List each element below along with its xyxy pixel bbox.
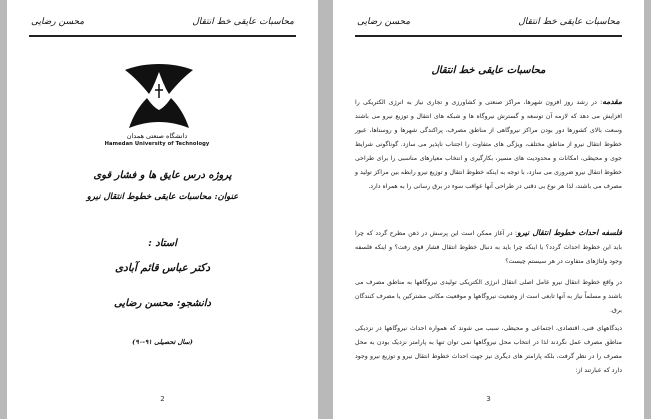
intro-paragraph (355, 95, 622, 194)
professor-name: دکتر عباس قائم آبادی (114, 262, 211, 274)
university-name-en: Hamedan University of Technology (104, 141, 210, 147)
right-page-header (355, 13, 622, 37)
header-course-title: محاسبات عایقی خط انتقال (518, 17, 620, 27)
paragraph-3: دیدگاههای فنی، اقتصادی، اجتماعی و محیطی، سبب می شوند که همواره احداث نیروگاهها در نزدیکی مناطق مصرف عمل نگردند لذا در انتخاب محل نیروگاهها نمی توان تنها به پارامتر نزدیک بودن به محل مصرف را در نظر گرفت، بلکه پارامتر های دیگری نیز جهت احداث خطوط انتقال نیرو و توزیع نیرو وجود دارد که عبارتند از: (355, 325, 622, 374)
section-paragraph (355, 226, 622, 269)
header-author: محسن رضایی (31, 17, 85, 27)
project-topic: عنوان: محاسبات عایقی خطوط انتقال نیرو (86, 192, 239, 202)
university-name-fa: دانشگاه صنعتی همدان (126, 132, 188, 140)
student-name: دانشجو: محسن رضایی (113, 298, 212, 309)
intro-text: : در رشد روز افزون شهرها، مراکز صنعتی و کشاورزی و تجاری نیاز به انرژی الکتریکی را افزایش می دهد که لازمه آن توسعه و گسترش نیروگاه ها و شبکه های انتقال و توزیع نیرو می باشند وسعت بالای کشورها دور بودن مراکز نیروگاهی از مناطق مصرف، پراکندگی شهرها و روستاها، عبور خطوط انتقال نیرو از مناطق مختلف، ویژگی های متفاوت را اجتناب ناپذیر می سازد. گوناگونی شرایط جوی و محیطی، امکانات و محدودیت های مسیر، بکارگیری و انتخاب معیارهای مناسبی را برای طراحی خطوط انتقال نیرو ضروری می سازد، با توجه به اینکه خطوط انتقال و توزیع نیرو رابطه بین مراکز تولید و مصرف می باشند، لذا هر نوع بی دقتی در طراحی آنها عواقب سوء در برق رسانی را به همراه دارد. (355, 99, 622, 190)
left-page-header (29, 13, 296, 37)
page-number: 3 (486, 395, 491, 403)
header-course-title: محاسبات عایقی خط انتقال (192, 17, 294, 27)
left-page (7, 0, 318, 419)
section-text: : در آغاز ممکن است این پرسش در ذهن مطرح گردد که چرا باید این خطوط احداث گردد؟ یا اینکه چرا باید به دنبال خطوط انتقال فشار قوی رفت؟ و اینکه فلسفه وجود ولتاژهای متفاوت در هر سیستم چیست؟ (355, 230, 622, 265)
project-title: پروژه درس عایق ها و فشار قوی (93, 170, 232, 181)
professor-label: استاد : (148, 238, 177, 249)
header-author: محسن رضایی (357, 17, 411, 27)
document-title: محاسبات عایقی خط انتقال (431, 65, 546, 76)
right-page (333, 0, 644, 419)
university-logo-icon (119, 60, 199, 134)
intro-label: مقدمه (602, 97, 622, 106)
paragraph-2: در واقع خطوط انتقال نیرو عامل اصلی انتقال انرژی الکتریکی تولیدی نیروگاهها به مناطق مصرف می باشند و مسلماً نیاز به آنها تابعی است از وضعیت نیروگاهها و موقعیت مکانی مشترکین یا مصرف کنندگان برق. (355, 279, 622, 314)
section-label: فلسفه احداث خطوط انتقال نیرو (517, 228, 622, 237)
page-number: 2 (160, 395, 165, 403)
academic-year: (سال تحصیلی ۹۱-۹۰) (132, 338, 193, 346)
